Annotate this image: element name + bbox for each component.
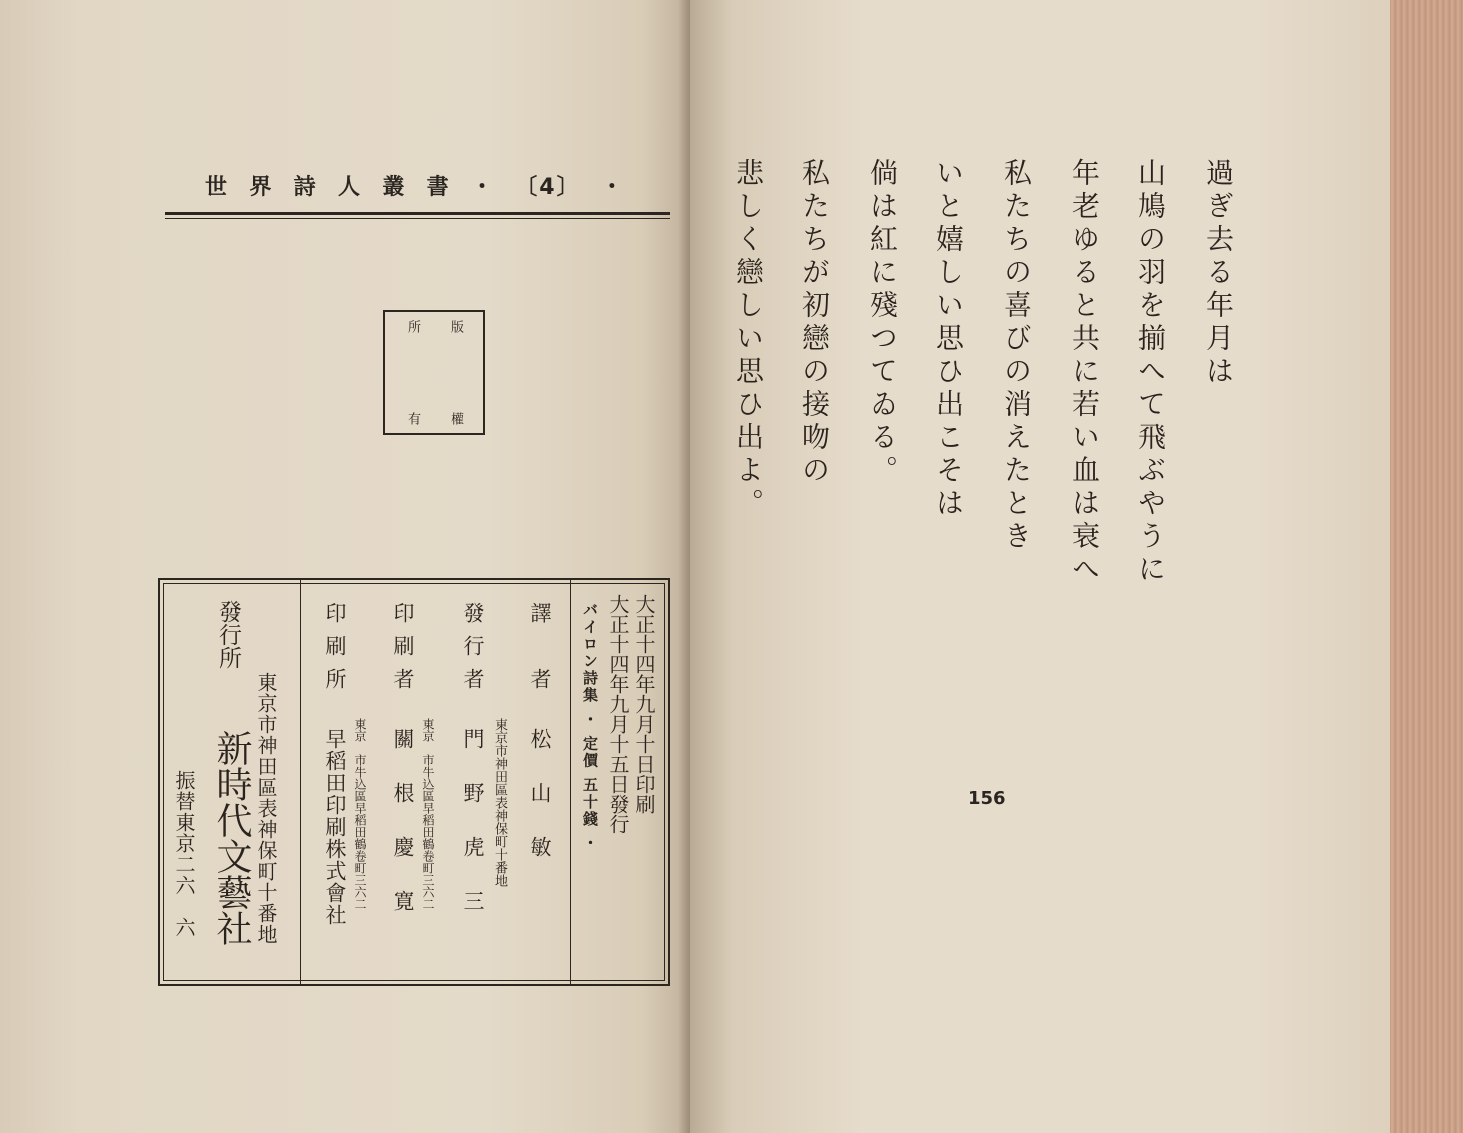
stamp-column-left <box>403 320 422 425</box>
page-edges <box>1390 0 1463 1133</box>
series-volume: 〔4〕 <box>515 175 581 200</box>
colophon-divider <box>300 580 301 984</box>
series-char: 書 <box>426 175 451 200</box>
colophon <box>158 578 670 986</box>
stamp-char: 有 <box>405 412 420 425</box>
header-rule <box>165 212 670 215</box>
printing-house-name: 早稻田印刷株式會社 <box>323 728 347 926</box>
series-char: ・ <box>600 175 625 200</box>
stamp-char: 所 <box>405 320 420 333</box>
header-rule-thin <box>165 218 670 219</box>
stamp-char: 權 <box>448 412 463 425</box>
publishing-house-label: 發行所 <box>215 600 241 669</box>
left-page <box>0 0 690 1133</box>
printing-house-label: 印刷所 <box>323 602 347 701</box>
stamp-column-right <box>446 320 465 425</box>
transfer-account: 振替東京二六 六 <box>172 770 196 938</box>
series-char: 界 <box>249 175 274 200</box>
series-header <box>205 170 625 201</box>
series-char: ・ <box>470 175 495 200</box>
right-page <box>690 0 1390 1133</box>
title-price: バイロン詩集 ・ 定價 五十錢 ・ <box>581 602 599 852</box>
poem-line: 私たちの喜びの消えたとき <box>1000 158 1033 554</box>
publishing-house-address: 東京市神田區表神保町十番地 <box>254 672 278 945</box>
publish-date: 大正十四年九月十五日發行 <box>606 594 630 834</box>
printing-house-address: 東京 市牛込區早稻田鶴卷町三六二 <box>353 718 367 910</box>
series-char: 叢 <box>382 175 407 200</box>
series-char: 人 <box>337 175 362 200</box>
poem-line: 私たちが初戀の接吻の <box>798 158 831 488</box>
printer-label: 印刷者 <box>391 602 415 701</box>
poem-line: 年老ゆると共に若い血は衰へ <box>1068 158 1101 587</box>
poem-line: いと嬉しい思ひ出こそは <box>932 158 965 521</box>
translator-label: 譯 者 <box>528 602 552 701</box>
translator-name: 松 山 敏 <box>528 728 552 863</box>
page-number: 156 <box>968 788 1006 809</box>
print-date: 大正十四年九月十日印刷 <box>632 594 656 814</box>
series-char: 詩 <box>293 175 318 200</box>
publisher-name: 門 野 虎 三 <box>461 728 485 917</box>
printer-name: 關 根 慶 寛 <box>391 728 415 917</box>
poem-line: 山鳩の羽を揃へて飛ぶやうに <box>1134 158 1167 587</box>
copyright-stamp <box>383 310 485 435</box>
publishing-house-name: 新時代文藝社 <box>211 730 252 946</box>
poem-line: 悲しく戀しい思ひ出よ。 <box>732 158 765 521</box>
poem-line: 倘は紅に殘つてゐる。 <box>866 158 899 488</box>
series-char: 世 <box>205 175 230 200</box>
publisher-label: 發行者 <box>461 602 485 701</box>
poem-line: 過ぎ去る年月は <box>1202 158 1235 389</box>
printer-address: 東京 市牛込區早稻田鶴卷町三六二 <box>421 718 435 910</box>
colophon-divider <box>570 580 571 984</box>
stamp-char: 版 <box>448 320 463 333</box>
publisher-address: 東京市神田區表神保町十番地 <box>492 718 507 887</box>
